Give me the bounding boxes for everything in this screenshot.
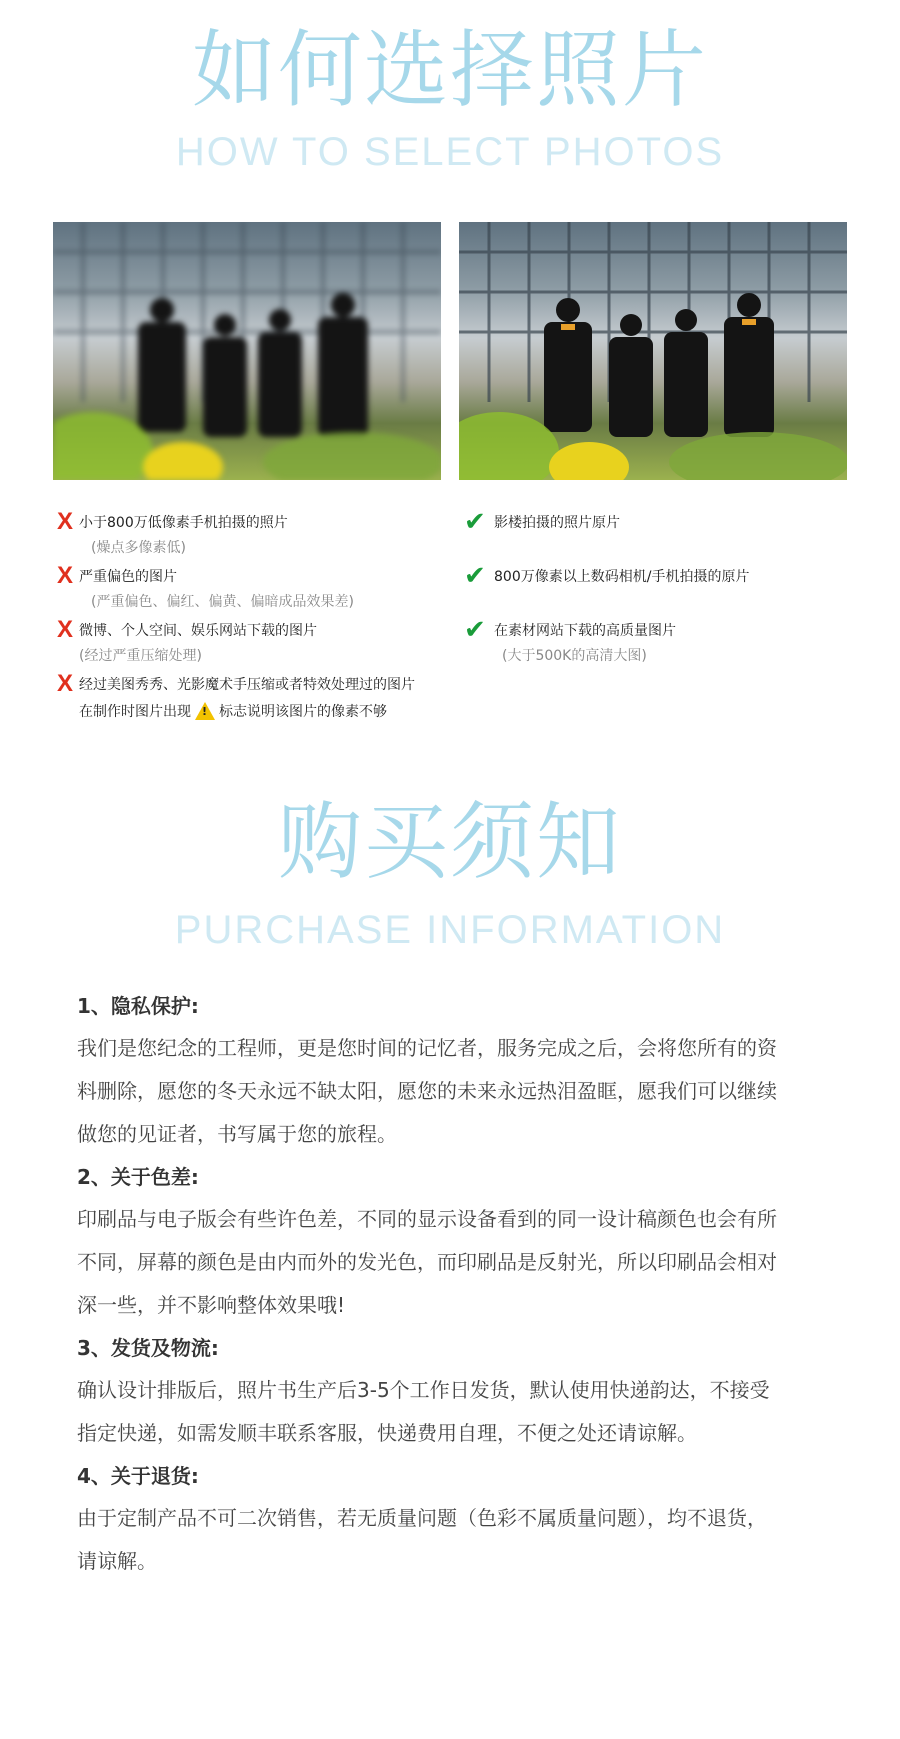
bad-item <box>57 562 415 589</box>
good-item <box>464 562 749 589</box>
title-en: HOW TO SELECT PHOTOS <box>175 130 725 174</box>
x-mark-icon: X <box>57 615 74 643</box>
info-heading-returns: 4、关于退货: <box>77 1464 199 1488</box>
title-zh: 如何选择照片 <box>191 21 708 119</box>
section-title-purchase-info <box>0 793 900 952</box>
info-line: 印刷品与电子版会有些许色差，不同的显示设备看到的同一设计稿颜色也会有所 <box>77 1207 777 1231</box>
info-heading-privacy: 1、隐私保护: <box>77 994 199 1018</box>
bad-item <box>57 670 415 697</box>
info-line: 料删除，愿您的冬天永远不缺太阳，愿您的未来永远热泪盈眶，愿我们可以继续 <box>77 1079 777 1103</box>
title-en: PURCHASE INFORMATION <box>174 908 726 952</box>
bad-item-text: 微博、个人空间、娱乐网站下载的图片 <box>79 622 317 639</box>
info-line: 做您的见证者，书写属于您的旅程。 <box>77 1122 397 1146</box>
info-line: 我们是您纪念的工程师，更是您时间的记忆者，服务完成之后，会将您所有的资 <box>77 1036 777 1060</box>
bad-photo-criteria <box>57 508 415 724</box>
bad-item <box>57 616 415 643</box>
info-line: 不同，屏幕的颜色是由内而外的发光色，而印刷品是反射光，所以印刷品会相对 <box>77 1250 777 1274</box>
good-item-text: 在素材网站下载的高质量图片 <box>494 622 676 639</box>
good-item-text: 影楼拍摄的照片原片 <box>494 514 620 531</box>
section-title-select-photos <box>0 21 900 174</box>
check-mark-icon: ✔ <box>464 560 486 591</box>
info-line: 由于定制产品不可二次销售，若无质量问题（色彩不属质量问题），均不退货， <box>77 1506 767 1530</box>
warning-note-after: 标志说明该图片的像素不够 <box>219 703 387 720</box>
warning-triangle-icon: ! <box>195 702 215 720</box>
bad-item-text: 严重偏色的图片 <box>79 568 177 585</box>
info-line: 确认设计排版后，照片书生产后3-5个工作日发货，默认使用快递韵达，不接受 <box>77 1378 770 1402</box>
check-mark-icon: ✔ <box>464 506 486 537</box>
bad-item-note: (燥点多像素低) <box>91 540 186 556</box>
warning-note-before: 在制作时图片出现 <box>79 703 191 720</box>
info-line: 请谅解。 <box>77 1549 157 1573</box>
info-heading-color-difference: 2、关于色差: <box>77 1165 199 1189</box>
info-line: 指定快递，如需发顺丰联系客服，快递费用自理，不便之处还请谅解。 <box>77 1421 697 1445</box>
bad-item-text: 小于800万低像素手机拍摄的照片 <box>79 514 288 531</box>
good-item <box>464 508 749 535</box>
bad-item <box>57 508 415 535</box>
title-zh: 购买须知 <box>277 793 622 891</box>
graduation-photo-illustration <box>459 222 847 480</box>
bad-item-note: (经过严重压缩处理) <box>79 648 202 664</box>
good-item-note: (大于500K的高清大图) <box>502 648 647 664</box>
graduation-photo-illustration <box>53 222 441 480</box>
purchase-info-list <box>77 985 839 1583</box>
clear-sample-photo <box>459 222 847 480</box>
info-heading-shipping: 3、发货及物流: <box>77 1336 219 1360</box>
bad-item-note: (严重偏色、偏红、偏黄、偏暗成品效果差) <box>91 594 354 610</box>
check-mark-icon: ✔ <box>464 614 486 645</box>
good-item-text: 800万像素以上数码相机/手机拍摄的原片 <box>494 568 750 585</box>
info-line: 深一些，并不影响整体效果哦! <box>77 1293 346 1317</box>
x-mark-icon: X <box>57 507 74 535</box>
x-mark-icon: X <box>57 669 74 697</box>
good-photo-criteria <box>464 508 749 670</box>
warning-note <box>57 697 415 724</box>
good-item <box>464 616 749 643</box>
x-mark-icon: X <box>57 561 74 589</box>
blurry-sample-photo <box>53 222 441 480</box>
bad-item-text: 经过美图秀秀、光影魔术手压缩或者特效处理过的图片 <box>79 676 415 693</box>
